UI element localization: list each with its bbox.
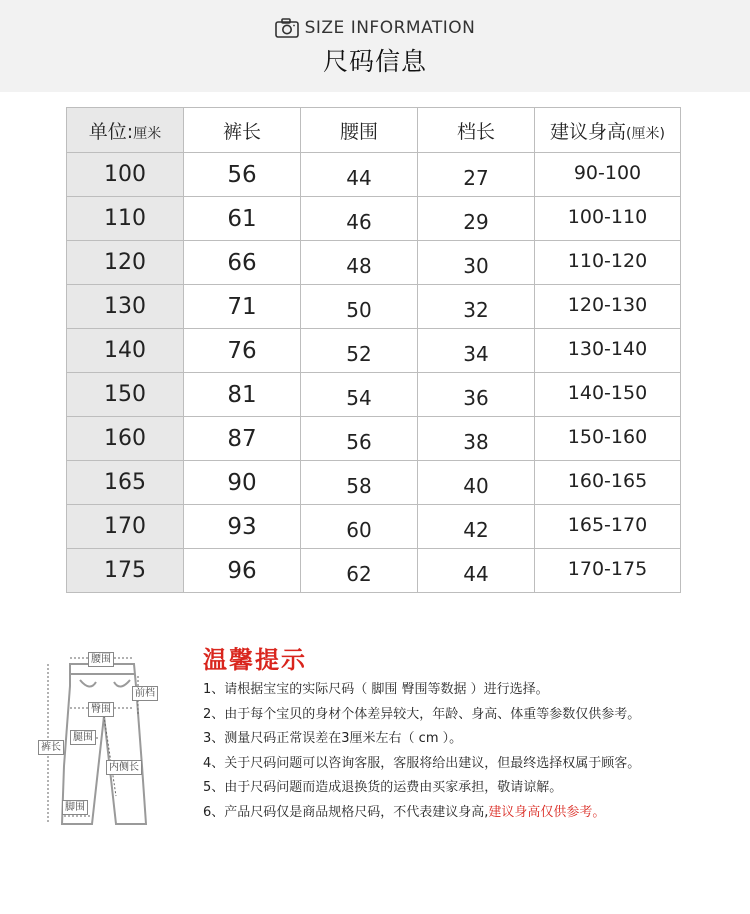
cell-height-value: 90-100: [573, 161, 642, 184]
cell-length: [184, 417, 301, 461]
cell-crotch: [418, 197, 535, 241]
page-title: 尺码信息: [322, 47, 427, 76]
cell-length-value: 87: [227, 425, 257, 452]
cell-crotch-value: 32: [463, 297, 489, 322]
cell-waist-value: 54: [346, 385, 372, 410]
cell-size: [67, 417, 184, 461]
cell-crotch: [418, 241, 535, 285]
cell-waist: [301, 285, 418, 329]
cell-height-value: 150-160: [567, 425, 648, 448]
pants-outline-icon: [36, 646, 168, 830]
cell-waist: [301, 505, 418, 549]
tip-item: 4、关于尺码问题可以咨询客服，客服将给出建议，但最终选择权属于顾客。: [203, 755, 641, 771]
cell-length-value: 66: [227, 249, 257, 276]
cell-size-value: 150: [104, 382, 146, 407]
cell-height: [535, 461, 681, 505]
cell-length: [184, 329, 301, 373]
header-height: 建议身高(厘米): [535, 108, 681, 153]
cell-crotch: [418, 329, 535, 373]
cell-waist-value: 46: [346, 209, 372, 234]
cell-size-value: 165: [104, 470, 146, 495]
tip-item: 5、由于尺码问题而造成退换货的运费由买家承担，敬请谅解。: [203, 780, 563, 795]
cell-length: [184, 505, 301, 549]
tips-list: [203, 678, 743, 825]
cell-length: [184, 461, 301, 505]
cell-size: [67, 197, 184, 241]
cell-size-value: 175: [104, 558, 146, 583]
tip-item: 3、测量尺码正常误差在3厘米左右（ cm ）。: [203, 731, 463, 746]
cell-height-value: 110-120: [567, 249, 648, 272]
cell-height-value: 160-165: [567, 469, 648, 492]
cell-crotch: [418, 153, 535, 197]
cell-waist: [301, 329, 418, 373]
cell-height: [535, 197, 681, 241]
cell-height: [535, 329, 681, 373]
cell-size-value: 140: [104, 338, 146, 363]
cell-size-value: 100: [104, 162, 146, 187]
cell-waist: [301, 153, 418, 197]
table-row: [67, 197, 681, 241]
cell-length-value: 61: [227, 205, 257, 232]
cell-waist-value: 44: [346, 165, 372, 190]
cell-size: [67, 461, 184, 505]
cell-length-value: 71: [227, 293, 257, 320]
label-leg-opening: 脚围: [62, 800, 88, 815]
cell-crotch: [418, 505, 535, 549]
header-subtitle-line: [0, 18, 750, 38]
cell-waist-value: 62: [346, 561, 372, 586]
cell-size-value: 160: [104, 426, 146, 451]
cell-size-value: 120: [104, 250, 146, 275]
tips-title: 温馨提示: [203, 646, 307, 674]
page-header: [0, 0, 750, 92]
tip-6-highlight: 建议身高仅供参考。: [488, 804, 606, 820]
header-length: 裤长: [184, 108, 301, 153]
cell-length-value: 96: [227, 557, 257, 584]
cell-height-value: 165-170: [567, 513, 648, 536]
cell-size: [67, 329, 184, 373]
cell-waist: [301, 549, 418, 593]
cell-crotch: [418, 417, 535, 461]
tip-item: [203, 801, 743, 826]
label-front-crotch: 前档: [132, 686, 158, 701]
cell-size: [67, 373, 184, 417]
cell-waist-value: 48: [346, 253, 372, 278]
table-row: [67, 153, 681, 197]
header-size: 单位:厘米: [67, 108, 184, 153]
cell-height: [535, 417, 681, 461]
tip-6-text: 6、产品尺码仅是商品规格尺码，不代表建议身高,: [203, 804, 489, 820]
cell-crotch-value: 44: [463, 561, 489, 586]
table-row: [67, 329, 681, 373]
table-row: [67, 285, 681, 329]
cell-size-value: 130: [104, 294, 146, 319]
cell-crotch: [418, 373, 535, 417]
cell-size: [67, 241, 184, 285]
tip-item: 2、由于每个宝贝的身材个体差异较大，年龄、身高、体重等参数仅供参考。: [203, 706, 641, 722]
cell-height-value: 140-150: [567, 381, 648, 404]
cell-length: [184, 285, 301, 329]
cell-length-value: 93: [227, 513, 257, 540]
cell-waist-value: 56: [346, 429, 372, 454]
cell-size: [67, 549, 184, 593]
camera-icon: [275, 18, 299, 38]
cell-crotch-value: 40: [463, 473, 489, 498]
cell-crotch: [418, 549, 535, 593]
cell-size: [67, 505, 184, 549]
cell-height: [535, 285, 681, 329]
cell-crotch-value: 42: [463, 517, 489, 542]
cell-length-value: 81: [227, 381, 257, 408]
cell-size: [67, 285, 184, 329]
cell-crotch-value: 27: [463, 165, 489, 190]
cell-height: [535, 549, 681, 593]
cell-length-value: 76: [227, 337, 257, 364]
cell-length: [184, 197, 301, 241]
cell-height: [535, 373, 681, 417]
cell-length-value: 56: [227, 161, 257, 188]
cell-waist: [301, 417, 418, 461]
label-pants-length: 裤长: [38, 740, 64, 755]
cell-waist: [301, 197, 418, 241]
cell-waist: [301, 461, 418, 505]
cell-waist-value: 60: [346, 517, 372, 542]
label-thigh: 腿围: [70, 730, 96, 745]
cell-height-value: 130-140: [567, 337, 648, 360]
cell-length: [184, 241, 301, 285]
cell-height: [535, 241, 681, 285]
cell-waist-value: 52: [346, 341, 372, 366]
table-row: [67, 417, 681, 461]
cell-size-value: 170: [104, 514, 146, 539]
cell-height: [535, 153, 681, 197]
label-hip: 臀围: [88, 702, 114, 717]
table-header-row: [67, 108, 681, 153]
tip-item: 1、请根据宝宝的实际尺码（ 脚围 臀围等数据 ）进行选择。: [203, 682, 549, 697]
cell-length: [184, 373, 301, 417]
header-subtitle: SIZE INFORMATION: [304, 18, 476, 38]
cell-waist-value: 50: [346, 297, 372, 322]
cell-waist: [301, 373, 418, 417]
cell-size: [67, 153, 184, 197]
cell-length-value: 90: [227, 469, 257, 496]
cell-crotch-value: 29: [463, 209, 489, 234]
table-row: [67, 461, 681, 505]
cell-height: [535, 505, 681, 549]
table-row: [67, 241, 681, 285]
cell-height-value: 170-175: [567, 557, 648, 580]
cell-length: [184, 549, 301, 593]
cell-size-value: 110: [104, 206, 146, 231]
cell-height-value: 100-110: [567, 205, 648, 228]
table-row: [67, 549, 681, 593]
cell-waist: [301, 241, 418, 285]
header-crotch: 档长: [418, 108, 535, 153]
cell-crotch-value: 38: [463, 429, 489, 454]
cell-waist-value: 58: [346, 473, 372, 498]
cell-length: [184, 153, 301, 197]
cell-crotch-value: 30: [463, 253, 489, 278]
cell-crotch-value: 36: [463, 385, 489, 410]
label-inseam: 内侧长: [106, 760, 142, 775]
header-waist: 腰围: [301, 108, 418, 153]
size-table: [66, 107, 681, 593]
table-row: [67, 373, 681, 417]
label-waist: 腰围: [88, 652, 114, 667]
cell-height-value: 120-130: [567, 293, 648, 316]
pants-measurement-diagram: [36, 646, 168, 830]
cell-crotch: [418, 285, 535, 329]
cell-crotch: [418, 461, 535, 505]
table-row: [67, 505, 681, 549]
cell-crotch-value: 34: [463, 341, 489, 366]
